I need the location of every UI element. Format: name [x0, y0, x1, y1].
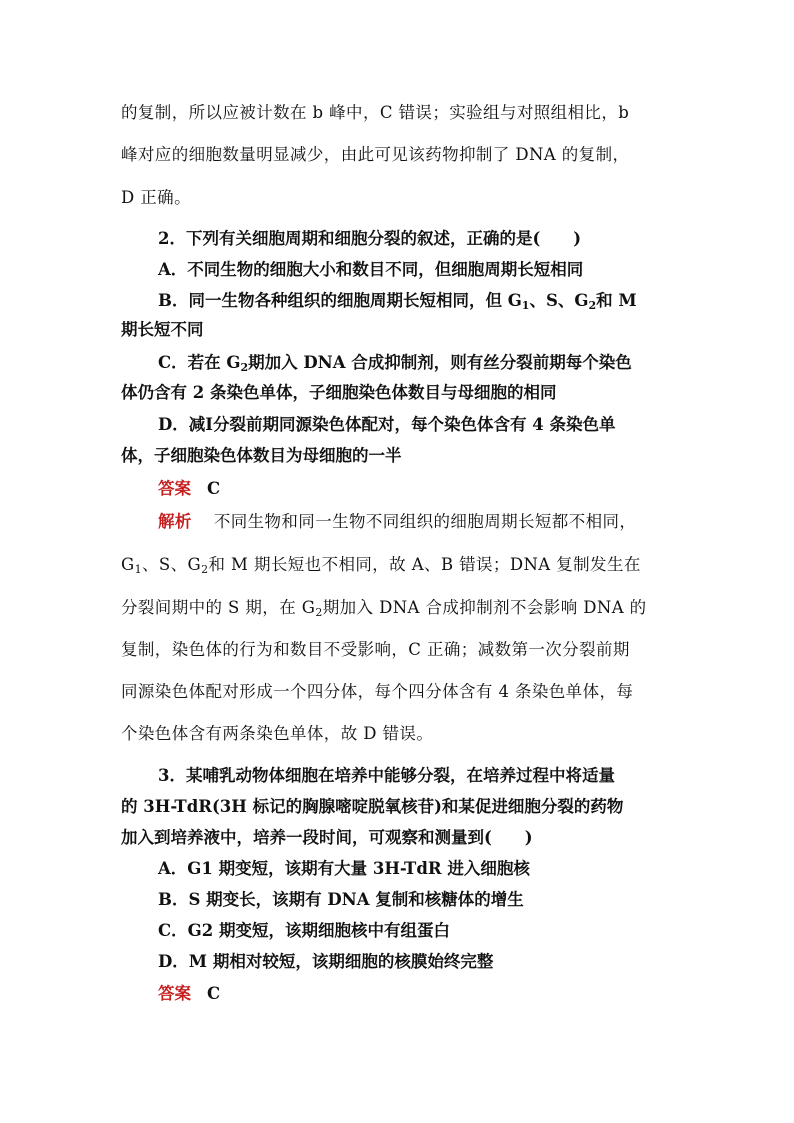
analysis-mid: 、S、G: [142, 555, 202, 574]
question-2-analysis-line-5: 同源染色体配对形成一个四分体，每个四分体含有 4 条染色单体，每: [121, 682, 634, 701]
subscript: 2: [588, 299, 597, 312]
question-2-option-c-line-1: [158, 351, 632, 375]
analysis-label: 解析: [158, 512, 192, 531]
option-c-text-2: 期加入 DNA 合成抑制剂，则有丝分裂前期每个染色: [248, 353, 632, 372]
subscript: 1: [521, 299, 530, 312]
question-2-analysis-line-4: 复制，染色体的行为和数目不受影响，C 正确；减数第一次分裂前期: [121, 640, 630, 659]
question-3-stem-line-3: 加入到培养液中，培养一段时间，可观察和测量到( ): [121, 828, 533, 847]
subscript: 2: [240, 361, 249, 374]
question-3-answer: [158, 982, 220, 1006]
question-3-option-c: C．G2 期变短，该期细胞核中有组蛋白: [158, 921, 450, 940]
answer-value: C: [207, 984, 221, 1003]
analysis-text: 不同生物和同一生物不同组织的细胞周期长短都不相同，: [213, 512, 637, 531]
answer-label: 答案: [158, 984, 191, 1003]
prev-explanation-line-1: 的复制，所以应被计数在 b 峰中，C 错误；实验组与对照组相比，b: [121, 103, 630, 122]
answer-value: C: [207, 479, 221, 498]
question-2-option-d-line-1: D．减Ⅰ分裂前期同源染色体配对，每个染色体含有 4 条染色单: [158, 415, 616, 434]
question-2-analysis-line-2: [121, 553, 641, 577]
question-3-option-d: D．M 期相对较短，该期细胞的核膜始终完整: [158, 952, 494, 971]
question-3-stem-line-2: 的 3H-TdR(3H 标记的胸腺嘧啶脱氧核苷)和某促进细胞分裂的药物: [121, 797, 624, 816]
question-2-stem: 2．下列有关细胞周期和细胞分裂的叙述，正确的是( ): [158, 229, 582, 248]
question-2-answer: [158, 477, 220, 501]
question-2-option-c-line-2: 体仍含有 2 条染色单体，子细胞染色体数目与母细胞的相同: [121, 383, 557, 402]
subscript: 1: [134, 563, 142, 576]
answer-label: 答案: [158, 479, 191, 498]
question-2-analysis-line-1: [158, 510, 636, 534]
subscript: 2: [201, 563, 209, 576]
question-2-option-a: A．不同生物的细胞大小和数目不同，但细胞周期长短相同: [158, 260, 584, 279]
analysis-text-a: 分裂间期中的 S 期，在 G: [121, 598, 316, 617]
option-b-text-1: B．同一生物各种组织的细胞周期长短相同，但 G: [158, 291, 522, 310]
prev-explanation-line-3: D 正确。: [121, 188, 191, 207]
option-b-text-3: 和 M: [596, 291, 637, 310]
option-c-text-1: C．若在 G: [158, 353, 241, 372]
question-2-analysis-line-6: 个染色体含有两条染色单体，故 D 错误。: [121, 724, 434, 743]
prev-explanation-line-2: 峰对应的细胞数量明显减少，由此可见该药物抑制了 DNA 的复制，: [121, 145, 630, 164]
analysis-text-b: 期加入 DNA 合成抑制剂不会影响 DNA 的: [322, 598, 647, 617]
question-2-analysis-line-3: [121, 596, 647, 620]
question-3-option-a: A．G1 期变短，该期有大量 3H-TdR 进入细胞核: [158, 859, 530, 878]
question-3-option-b: B．S 期变长，该期有 DNA 复制和核糖体的增生: [158, 890, 524, 909]
question-2-option-d-line-2: 体，子细胞染色体数目为母细胞的一半: [121, 446, 402, 465]
option-b-text-2: 、S、G: [529, 291, 589, 310]
question-2-option-b-line-2: 期长短不同: [121, 320, 204, 339]
analysis-rest: 和 M 期长短也不相同，故 A、B 错误；DNA 复制发生在: [208, 555, 641, 574]
question-2-option-b-line-1: [158, 289, 637, 313]
question-3-stem-line-1: 3．某哺乳动物体细胞在培养中能够分裂，在培养过程中将适量: [158, 766, 615, 785]
analysis-g: G: [121, 555, 135, 574]
subscript: 2: [315, 606, 323, 619]
